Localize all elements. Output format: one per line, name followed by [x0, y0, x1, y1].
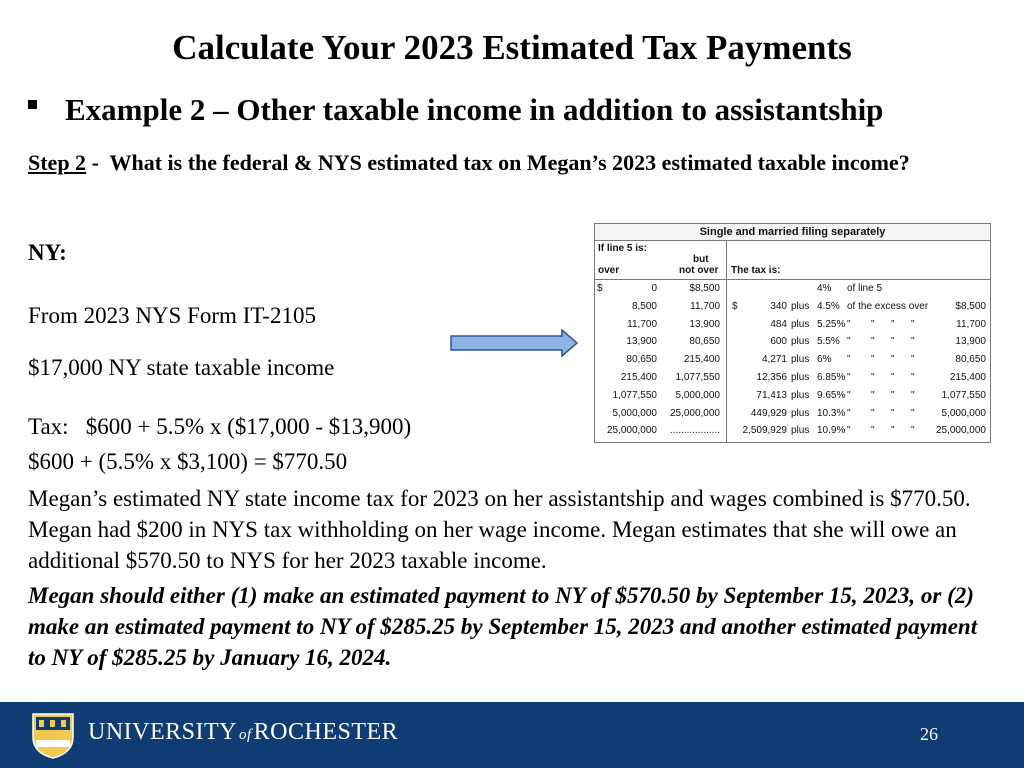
- tax-table-cell-q1: ": [847, 354, 851, 366]
- tax-table-heading: Single and married filing separately: [595, 224, 990, 241]
- tax-table-cell-over: 8,500: [631, 300, 657, 312]
- university-seal-icon: [30, 711, 76, 759]
- tax-table-row: [595, 387, 990, 405]
- tax-table-row: [595, 369, 990, 387]
- tax-table-cell-q1: ": [847, 389, 851, 401]
- step-heading: [28, 148, 978, 178]
- col-tax: The tax is:: [731, 265, 781, 276]
- tax-table-cell-q3: ": [891, 371, 895, 383]
- tax-table-cell-excess: 5,000,000: [941, 407, 986, 419]
- tax-table-cell-plus: plus: [791, 300, 810, 312]
- bullet-text: Example 2 – Other taxable income in addition to assistantship: [65, 92, 884, 127]
- tax-table-cell-q1: of line 5: [847, 283, 883, 294]
- tax-table-cell-q3: ": [891, 336, 895, 348]
- tax-table-cell-base: 4,271: [761, 354, 787, 366]
- tax-table-cell-q1: ": [847, 318, 851, 330]
- tax-table-cell-excess: 80,650: [955, 354, 986, 366]
- tax-table-cell-plus: plus: [791, 354, 810, 366]
- tax-table-cell-excess: 13,900: [955, 336, 986, 348]
- tax-table-row: [595, 405, 990, 423]
- tax-table-cell-dollar: $: [597, 283, 603, 294]
- taxable-income: $17,000 NY state taxable income: [28, 355, 335, 380]
- conclusion-paragraph: Megan should either (1) make an estimated payment to NY of $570.50 by September 15, 2023, or (2) make an estimated payment to NY of $285.25 by September 15, 2023 and another estimated payment to NY of $285.25 by January 16, 2024.: [28, 583, 978, 670]
- tax-table-row: [595, 280, 990, 298]
- tax-table-cell-q1: ": [847, 336, 851, 348]
- tax-table-cell-plus: plus: [791, 389, 810, 401]
- step-label: Step 2: [28, 150, 87, 175]
- tax-table-cell-q4: ": [911, 336, 915, 348]
- tax-table-cell-rate: 6.85%: [817, 371, 846, 383]
- tax-table-cell-q1: ": [847, 371, 851, 383]
- tax-table-cell-over: 215,400: [620, 371, 657, 383]
- tax-table-cell-plus: plus: [791, 371, 810, 383]
- tax-table-cell-excess: $8,500: [955, 300, 986, 312]
- explanation-paragraph: Megan’s estimated NY state income tax for 2023 on her assistantship and wages combined is $770.50. Megan had $200 in NYS tax withholding on her wage income. Megan estimates that she will owe an additional $570.50 to NYS for her 2023 taxable income.: [28, 486, 971, 573]
- tax-table-cell-dollar2: $: [732, 300, 738, 312]
- tax-table-cell-over: 25,000,000: [606, 425, 657, 437]
- tax-table-cell-q2: ": [871, 354, 875, 366]
- tax-table-cell-base: 71,413: [756, 389, 787, 401]
- tax-table-cell-rate: 5.5%: [817, 336, 840, 348]
- tax-table-row: [595, 316, 990, 334]
- tax-table-cell-not-over: 11,700: [690, 300, 720, 312]
- tax-table-cell-q1: ": [847, 425, 851, 437]
- tax-table-cell-q4: ": [911, 407, 915, 419]
- tax-table-cell-not-over: 25,000,000: [669, 407, 720, 419]
- page-number: 26: [920, 724, 938, 744]
- tax-table-row: [595, 298, 990, 316]
- form-reference: From 2023 NYS Form IT-2105: [28, 303, 316, 328]
- wordmark-of: of: [239, 727, 252, 743]
- tax-table-rows: [595, 280, 990, 440]
- tax-table-cell-over: 0: [651, 283, 657, 294]
- tax-table-row: [595, 333, 990, 351]
- tax-table-cell-rate: 10.3%: [817, 407, 846, 419]
- tax-table-cell-q2: ": [871, 389, 875, 401]
- col-if-line: If line 5 is:: [598, 243, 647, 254]
- tax-table-cell-base: 2,509,929: [742, 425, 787, 437]
- tax-table-cell-rate: 4%: [817, 283, 832, 294]
- tax-table-cell-q4: ": [911, 354, 915, 366]
- col-but: but: [693, 254, 709, 265]
- tax-table-cell-rate: 5.25%: [817, 318, 846, 330]
- tax-formula-line: Tax: $600 + 5.5% x ($17,000 - $13,900): [28, 414, 412, 439]
- tax-table-cell-q2: ": [871, 425, 875, 437]
- tax-table-cell-not-over: 1,077,550: [675, 371, 720, 383]
- university-wordmark: [88, 719, 398, 746]
- tax-table-cell-q4: ": [911, 425, 915, 437]
- tax-table-cell-base: 340: [770, 300, 787, 312]
- tax-rate-table: [594, 223, 991, 443]
- tax-table-cell-q3: ": [891, 389, 895, 401]
- tax-table-cell-not-over: 5,000,000: [675, 389, 720, 401]
- tax-table-cell-rate: 9.65%: [817, 389, 846, 401]
- tax-calculation-line: $600 + (5.5% x $3,100) = $770.50: [28, 449, 348, 474]
- tax-table-cell-not-over: 80,650: [689, 336, 720, 348]
- slide-title: Calculate Your 2023 Estimated Tax Payments: [172, 28, 852, 67]
- footer-bar: [0, 702, 1024, 768]
- tax-table-cell-q2: ": [871, 371, 875, 383]
- step-text: What is the federal & NYS estimated tax on Megan’s 2023 estimated taxable income?: [109, 150, 910, 175]
- tax-table-cell-not-over: 215,400: [683, 354, 720, 366]
- tax-table-cell-plus: plus: [791, 336, 810, 348]
- wordmark-rochester: ROCHESTER: [253, 719, 399, 745]
- tax-table-cell-not-over: $8,500: [689, 283, 720, 294]
- right-arrow-icon: [450, 328, 580, 358]
- ny-heading: NY:: [28, 240, 67, 265]
- tax-table-cell-q3: ": [891, 407, 895, 419]
- tax-table-cell-rate: 10.9%: [817, 425, 846, 437]
- tax-table-cell-not-over: ..................: [669, 425, 720, 437]
- tax-table-cell-base: 484: [770, 318, 787, 330]
- tax-table-cell-q2: ": [871, 318, 875, 330]
- tax-table-cell-base: 600: [770, 336, 787, 348]
- tax-table-row: [595, 351, 990, 369]
- tax-table-cell-over: 11,700: [627, 318, 657, 330]
- tax-table-cell-q2: ": [871, 336, 875, 348]
- tax-table-cell-over: 5,000,000: [612, 407, 657, 419]
- tax-table-cell-q2: ": [871, 407, 875, 419]
- tax-table-cell-q4: ": [911, 389, 915, 401]
- tax-table-cell-q4: ": [911, 318, 915, 330]
- tax-table-cell-base: 12,356: [756, 371, 787, 383]
- tax-table-cell-q3: ": [891, 354, 895, 366]
- wordmark-university: UNIVERSITY: [88, 719, 237, 745]
- tax-table-cell-over: 13,900: [626, 336, 657, 348]
- tax-table-row: [595, 422, 990, 440]
- tax-table-cell-excess: 11,700: [956, 318, 986, 330]
- tax-table-cell-over: 1,077,550: [612, 389, 657, 401]
- tax-table-cell-excess: 215,400: [949, 371, 986, 383]
- bullet-square-icon: [28, 100, 37, 109]
- tax-table-cell-over: 80,650: [626, 354, 657, 366]
- tax-table-cell-rate: 4.5%: [817, 300, 840, 312]
- tax-table-cell-plus: plus: [791, 407, 810, 419]
- step-separator: -: [86, 150, 110, 175]
- tax-table-cell-excess: 1,077,550: [941, 389, 986, 401]
- tax-table-column-headers: [595, 241, 990, 280]
- bullet-item: [28, 92, 883, 128]
- tax-table-cell-excess: 25,000,000: [935, 425, 986, 437]
- tax-table-cell-q1: of the excess over: [847, 300, 929, 312]
- tax-table-cell-not-over: 13,900: [689, 318, 720, 330]
- col-not-over: not over: [679, 265, 719, 276]
- tax-table-cell-base: 449,929: [750, 407, 787, 419]
- tax-table-cell-q3: ": [891, 425, 895, 437]
- tax-table-cell-plus: plus: [791, 425, 810, 437]
- tax-table-cell-q4: ": [911, 371, 915, 383]
- tax-table-cell-q1: ": [847, 407, 851, 419]
- col-over: over: [598, 265, 620, 276]
- tax-table-cell-rate: 6%: [817, 354, 832, 366]
- tax-table-cell-q3: ": [891, 318, 895, 330]
- tax-table-cell-plus: plus: [791, 318, 810, 330]
